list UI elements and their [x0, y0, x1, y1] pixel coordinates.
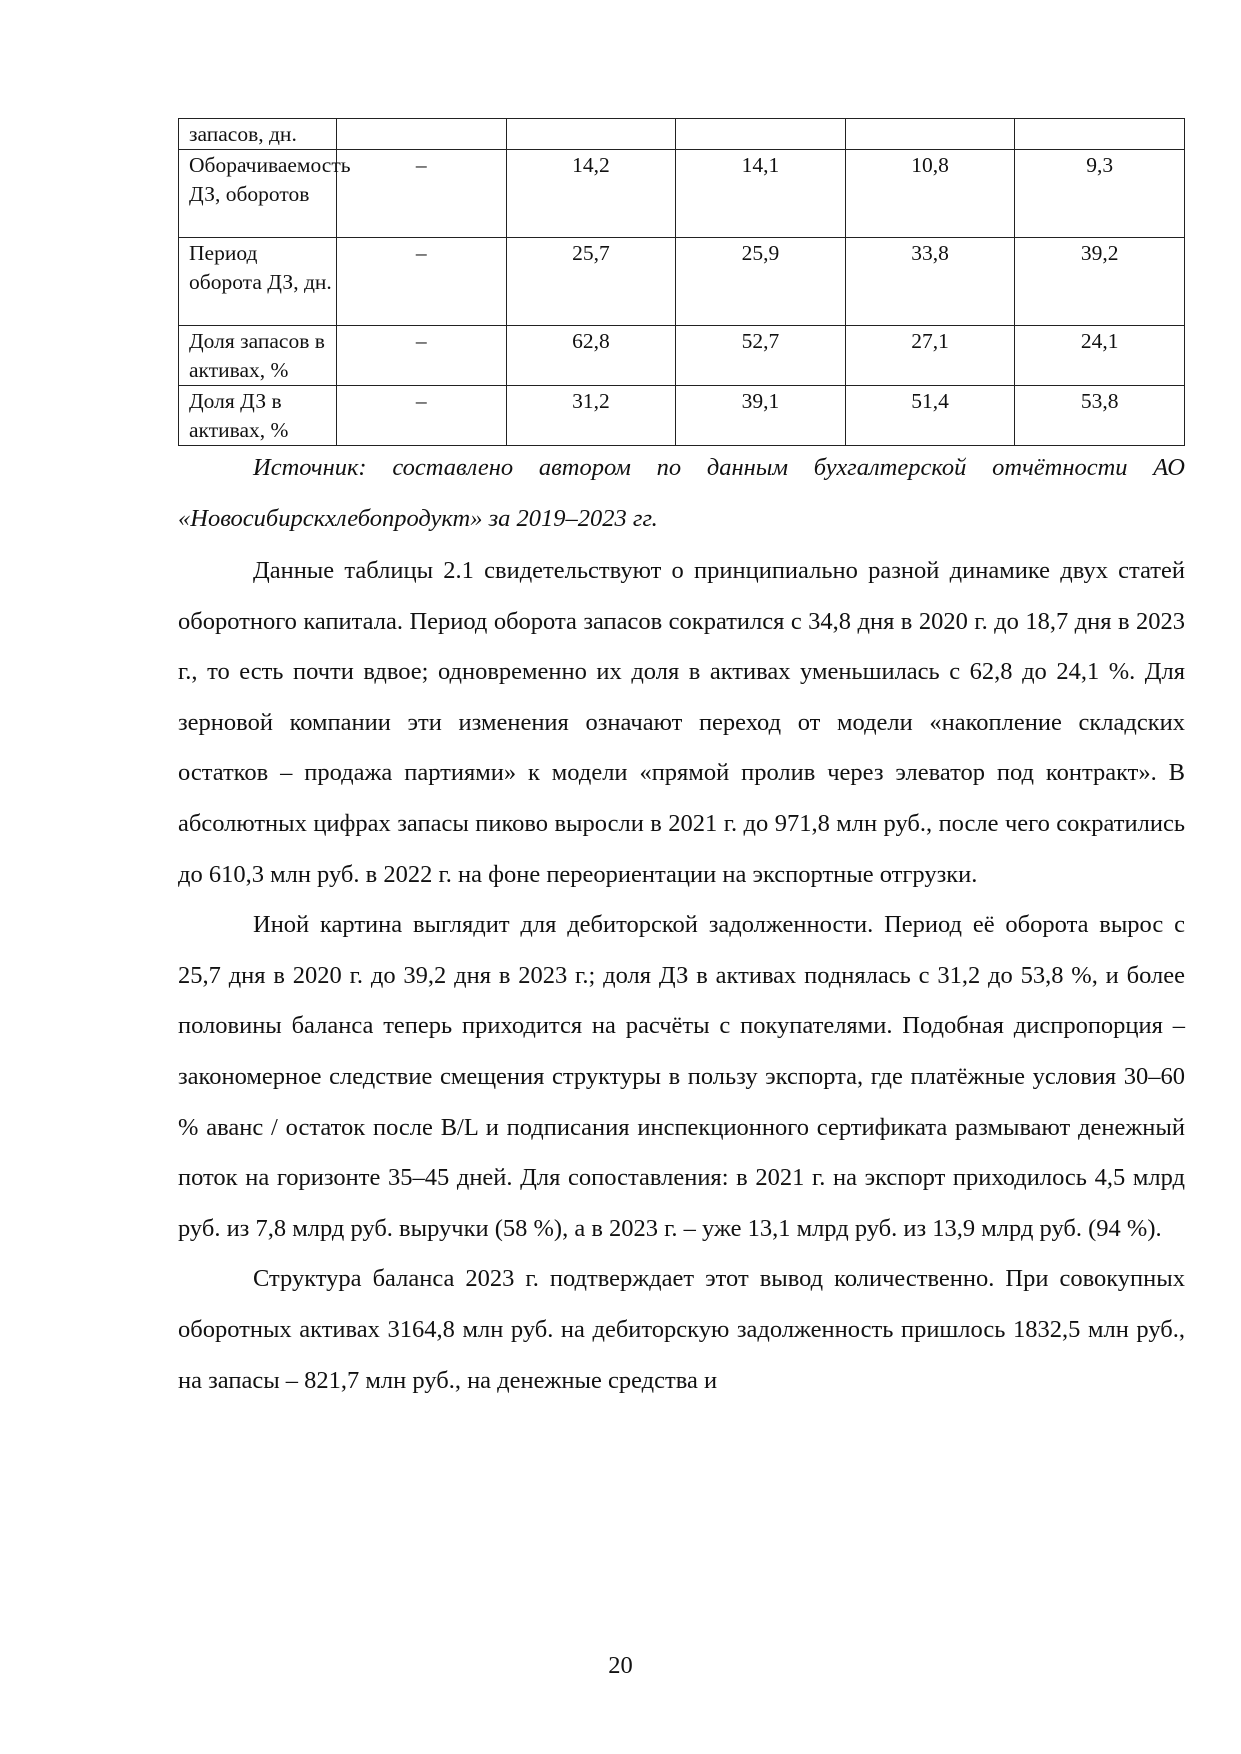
paragraph: Иной картина выглядит для дебиторской задолженности. Период её оборота вырос с 25,7 дня в 2020 г. до 39,2 дня в 2023 г.; доля ДЗ в активах поднялась с 31,2 до 53,8 %, и более половины баланса теперь приходится на расчёты с покупателями. Подобная диспропорция – закономерное следствие смещения структуры в пользу экспорта, где платёжные условия 30–60 % аванс / остаток после B/L и подписания инспекционного сертификата размывают денежный поток на горизонте 35–45 дней. Для сопоставления: в 2021 г. на экспорт приходилось 4,5 млрд руб. из 7,8 млрд руб. выручки (58 %), а в 2023 г. – уже 13,1 млрд руб. из 13,9 млрд руб. (94 %).	[178, 911, 1185, 1242]
table-cell: 25,7	[506, 238, 676, 326]
table-cell: 14,2	[506, 150, 676, 238]
table-body	[179, 119, 1185, 446]
table-cell	[1015, 119, 1185, 150]
table-cell: 27,1	[845, 326, 1015, 386]
table-cell	[506, 119, 676, 150]
table-cell	[337, 119, 507, 150]
table-row	[179, 119, 1185, 150]
row-label: Период оборота ДЗ, дн.	[179, 238, 337, 326]
table-row	[179, 386, 1185, 446]
table-cell	[676, 119, 846, 150]
row-label: Доля запасов в активах, %	[179, 326, 337, 386]
table-cell: –	[337, 326, 507, 386]
paragraph: Структура баланса 2023 г. подтверждает этот вывод количественно. При совокупных оборотных активах 3164,8 млн руб. на дебиторскую задолженность пришлось 1832,5 млн руб., на запасы – 821,7 млн руб., на денежные средства и	[178, 1265, 1185, 1394]
table-cell: 62,8	[506, 326, 676, 386]
page-number: 20	[608, 1652, 633, 1679]
table-cell: –	[337, 238, 507, 326]
table-row	[179, 238, 1185, 326]
table-row	[179, 326, 1185, 386]
paragraph: Данные таблицы 2.1 свидетельствуют о принципиально разной динамике двух статей оборотного капитала. Период оборота запасов сократился с 34,8 дня в 2020 г. до 18,7 дня в 2023 г., то есть почти вдвое; одновременно их доля в активах уменьшилась с 62,8 до 24,1 %. Для зерновой компании эти изменения означают переход от модели «накопление складских остатков – продажа партиями» к модели «прямой пролив через элеватор под контракт». В абсолютных цифрах запасы пиково выросли в 2021 г. до 971,8 млн руб., после чего сократились до 610,3 млн руб. в 2022 г. на фоне переориентации на экспортные отгрузки.	[178, 557, 1185, 888]
table-source-note: Источник: составлено автором по данным бухгалтерской отчётности АО «Новосибирскхлебопродукт» за 2019–2023 гг.	[178, 454, 1185, 532]
table-cell: 39,2	[1015, 238, 1185, 326]
row-label: Оборачиваемость ДЗ, оборотов	[179, 150, 337, 238]
table-cell: 25,9	[676, 238, 846, 326]
table-cell: 33,8	[845, 238, 1015, 326]
indicators-table	[178, 118, 1185, 446]
row-label: Доля ДЗ в активах, %	[179, 386, 337, 446]
table-cell: 52,7	[676, 326, 846, 386]
table-cell: 24,1	[1015, 326, 1185, 386]
table-cell: –	[337, 386, 507, 446]
table-cell	[845, 119, 1015, 150]
table-row	[179, 150, 1185, 238]
table-cell: 51,4	[845, 386, 1015, 446]
body-text	[178, 546, 1185, 1406]
table-cell: 31,2	[506, 386, 676, 446]
table-cell: 14,1	[676, 150, 846, 238]
table-cell: 9,3	[1015, 150, 1185, 238]
row-label: запасов, дн.	[179, 119, 337, 150]
table-cell: 39,1	[676, 386, 846, 446]
table-cell: 10,8	[845, 150, 1015, 238]
table-cell: –	[337, 150, 507, 238]
table-cell: 53,8	[1015, 386, 1185, 446]
